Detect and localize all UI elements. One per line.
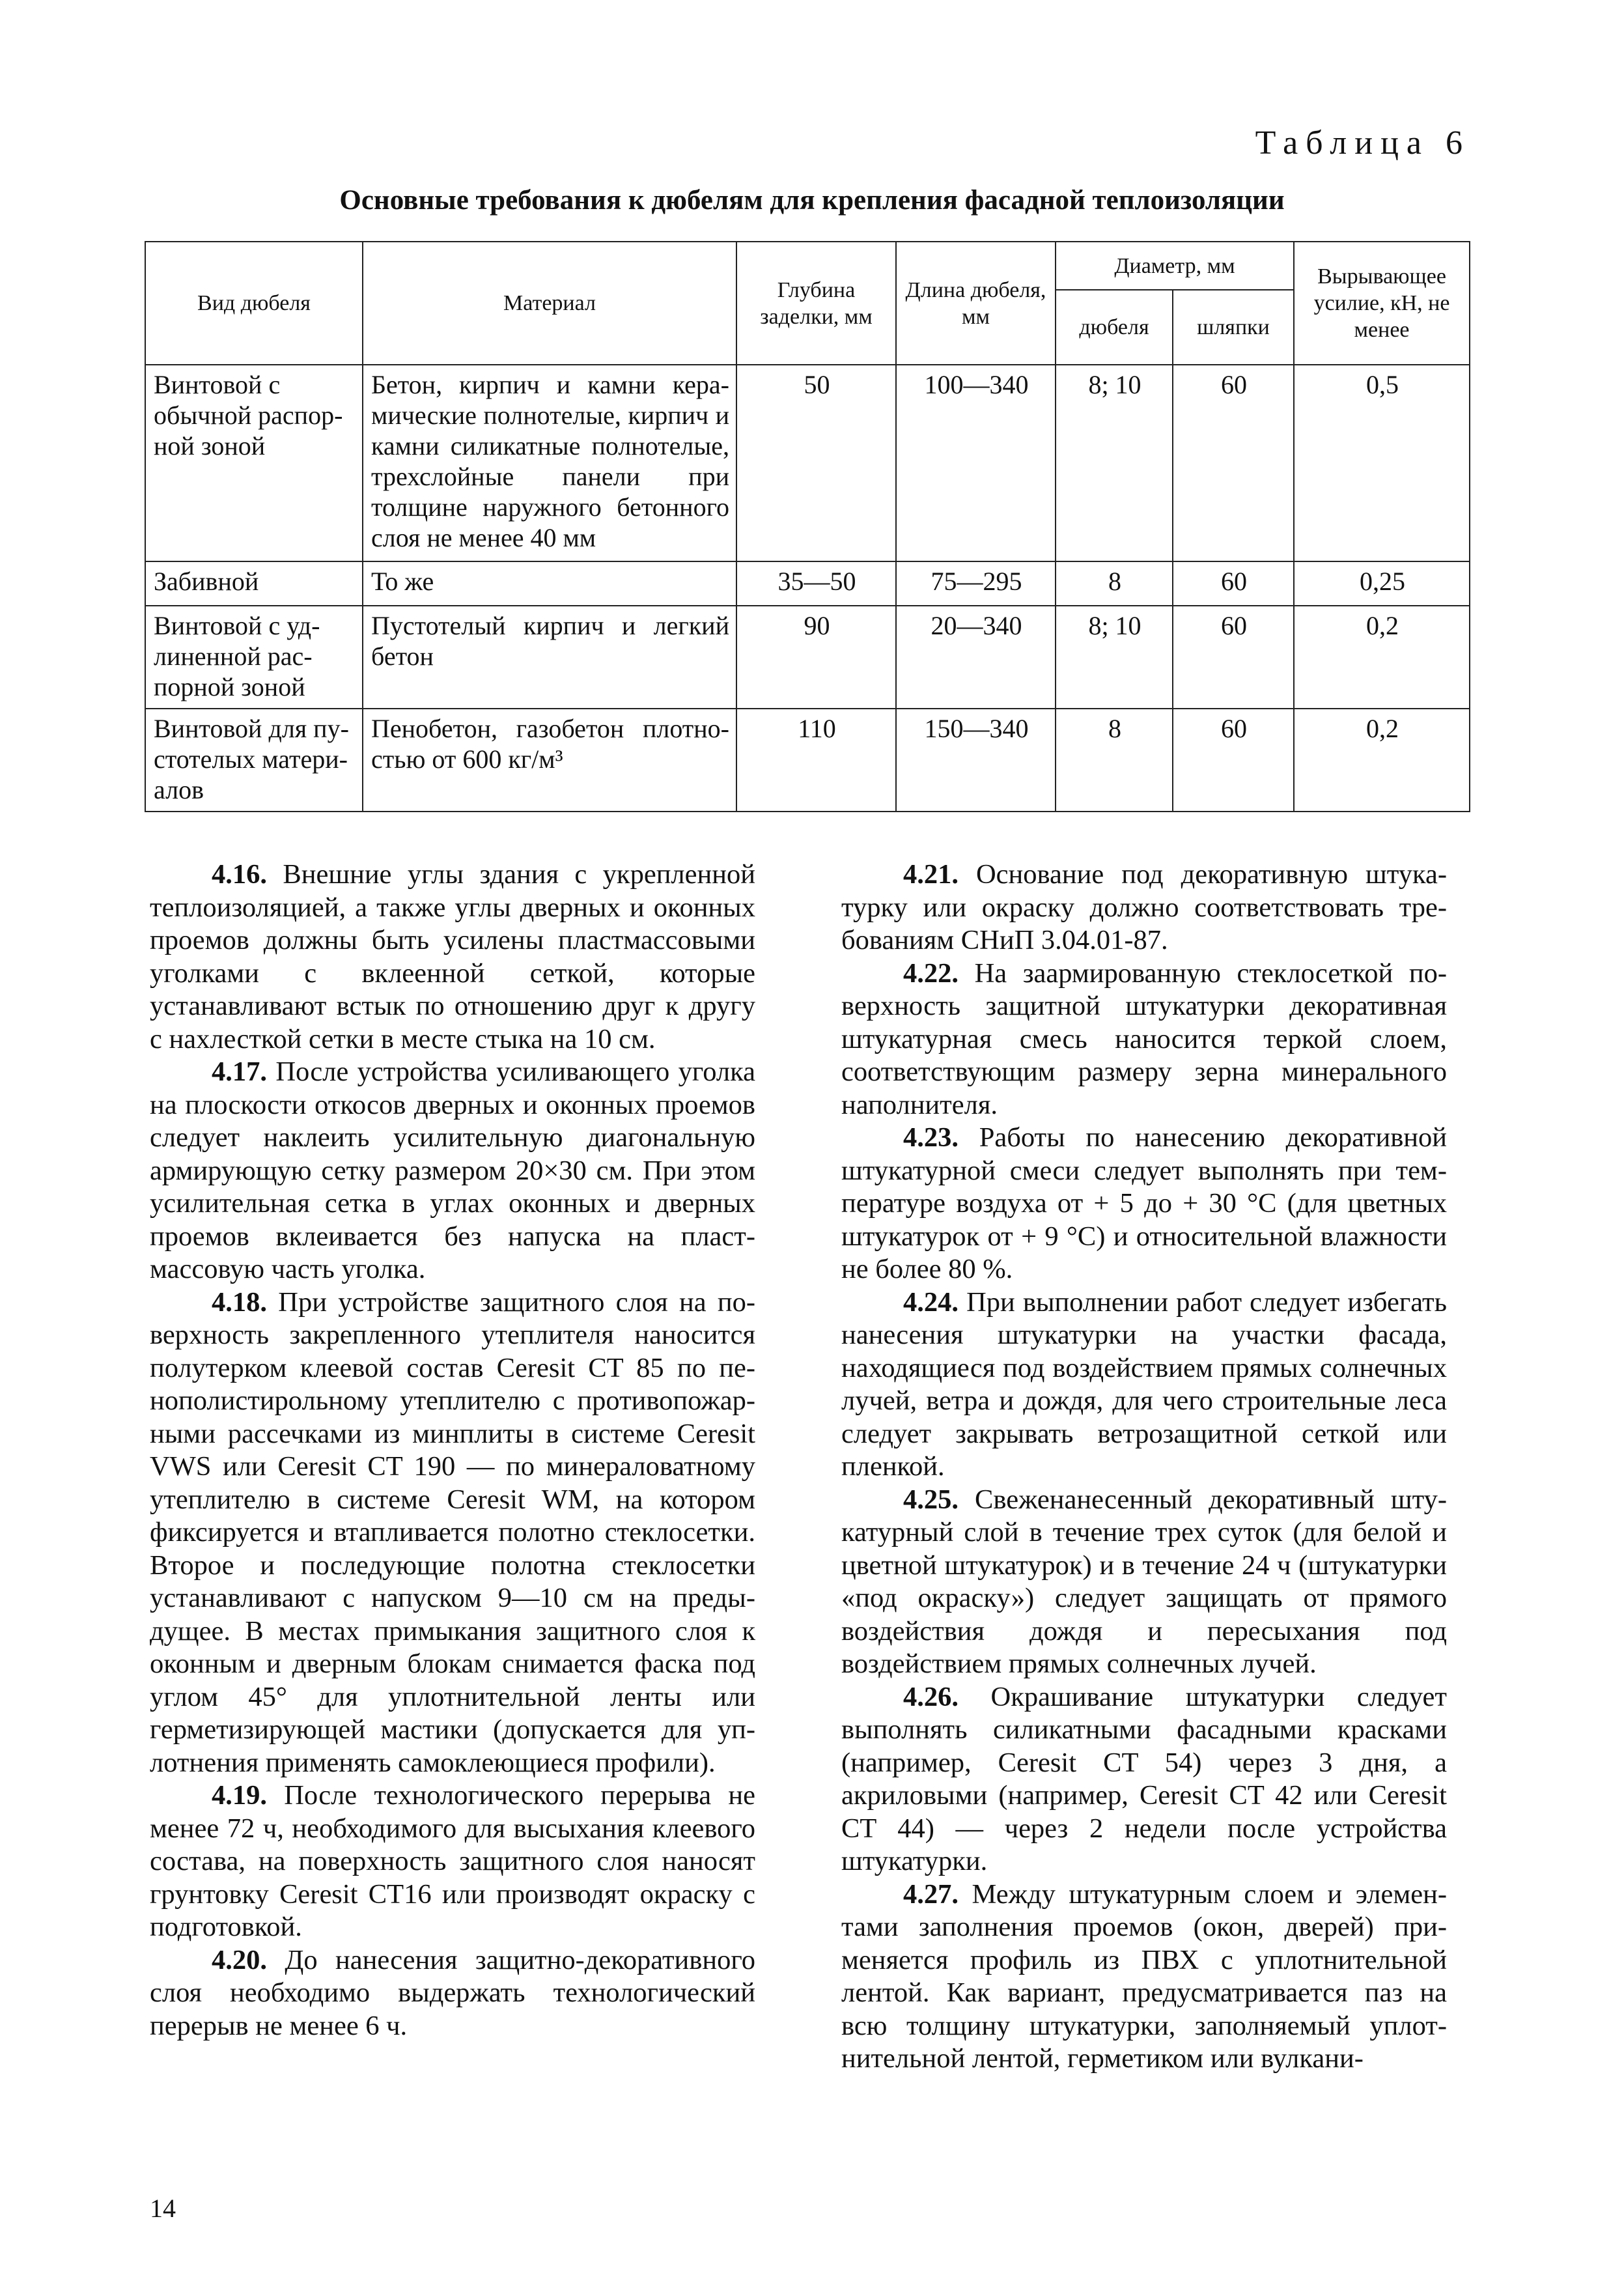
paragraph-4-25 [841, 1484, 1447, 1681]
table-header-row [145, 242, 1470, 290]
paragraph-4-23 [841, 1122, 1447, 1286]
paragraph-number: 4.22. [903, 957, 959, 989]
table-row [145, 365, 1470, 561]
cell-material: Бетон, кирпич и камни керамические полнотелые, кирпич и камни силикатные полнотелые, трехслойные панели при толщине наружного бетонного слоя не менее 40 мм [363, 365, 736, 561]
cell-head-diameter: 60 [1173, 709, 1294, 812]
cell-length: 75—295 [896, 561, 1056, 606]
cell-material: Пустотелый кирпич и легкий бетон [363, 606, 736, 709]
paragraph-number: 4.23. [903, 1122, 959, 1153]
paragraph-4-24 [841, 1286, 1447, 1484]
left-column [150, 858, 755, 2043]
paragraph-number: 4.24. [903, 1286, 959, 1318]
paragraph-text: После технологического перерыва не менее 72 ч, необходимого для высыхания клеевого состава, на поверхность защитного слоя наносят грунтовку Ceresit CT16 или производят окраску с подготовкой. [150, 1780, 755, 1942]
table-row [145, 606, 1470, 709]
table-label: Таблица 6 [1255, 124, 1470, 162]
cell-length: 100—340 [896, 365, 1056, 561]
paragraph-text: Между штукатурным слоем и элементами заполнения проемов (окон, дверей) применяется профиль из ПВХ с уплотнительной лентой. Как вариант, предусматривается паз на всю толщину штукатурки, заполняемый уплотнительной лентой, герметиком или вулкани- [841, 1878, 1447, 2074]
page-number: 14 [150, 2194, 176, 2223]
paragraph-4-22 [841, 957, 1447, 1122]
cell-pullout-force: 0,2 [1294, 709, 1470, 812]
cell-length: 150—340 [896, 709, 1056, 812]
paragraph-number: 4.27. [903, 1878, 959, 1910]
paragraph-number: 4.20. [212, 1944, 267, 1975]
right-column [841, 858, 1447, 2076]
paragraph-text: При устройстве защитного слоя на поверхность закрепленного утеплителя наносится полутерком клеевой состав Ceresit CT 85 по пенополистирольному утеплителю с противопожарными рассечками из минплиты в системе Ceresit VWS или Ceresit CT 190 — по минераловатному утеплителю в системе Ceresit WM, на котором фиксируется и втапливается полотно стеклосетки. Второе и последующие полотна стеклосетки устанавливают с напуском 9—10 см на предыдущее. В местах примыкания защитного слоя к оконным и дверным блокам снимается фаска под углом 45° для уплотнительной ленты или герметизирующей мастики (допускается для уплотнения применять самоклеющиеся профили). [150, 1286, 755, 1778]
table-title: Основные требования к дюбелям для крепления фасадной теплоизоляции [339, 185, 1285, 216]
cell-pullout-force: 0,2 [1294, 606, 1470, 709]
paragraph-text: После устройства усиливающего уголка на плоскости откосов дверных и оконных проемов следует наклеить усилительную диагональную армирующую сетку размером 20×30 см. При этом усилительная сетка в углах оконных и дверных проемов вклеивается без напуска на пластмассовую часть уголка. [150, 1056, 755, 1284]
cell-type: Винтовой с обычной распорной зоной [145, 365, 363, 561]
paragraph-number: 4.25. [903, 1484, 959, 1515]
cell-pullout-force: 0,5 [1294, 365, 1470, 561]
cell-type: Забивной [145, 561, 363, 606]
cell-depth: 50 [736, 365, 896, 561]
paragraph-4-26 [841, 1681, 1447, 1878]
cell-depth: 35—50 [736, 561, 896, 606]
paragraph-4-21 [841, 858, 1447, 957]
paragraph-text: Внешние углы здания с укрепленной теплоизоляцией, а также углы дверных и оконных проемов должны быть усилены пластмассовыми уголками с вклеенной сеткой, которые устанавливают встык по отношению друг к другу с нахлесткой сетки в месте стыка на 10 см. [150, 859, 755, 1054]
header-diameter-head: шляпки [1173, 290, 1294, 365]
cell-dowel-diameter: 8; 10 [1056, 365, 1173, 561]
cell-depth: 110 [736, 709, 896, 812]
cell-head-diameter: 60 [1173, 365, 1294, 561]
paragraph-number: 4.26. [903, 1681, 959, 1712]
paragraph-4-27 [841, 1878, 1447, 2076]
paragraph-text: Основание под декоративную штукатурку или окраску должно соответствовать требованиям СНиП 3.04.01-87. [841, 859, 1447, 955]
cell-head-diameter: 60 [1173, 561, 1294, 606]
cell-depth: 90 [736, 606, 896, 709]
paragraph-number: 4.16. [212, 859, 267, 890]
header-type: Вид дюбеля [145, 242, 363, 365]
cell-dowel-diameter: 8; 10 [1056, 606, 1173, 709]
paragraph-text: До нанесения защитно-декоративного слоя необходимо выдержать технологический перерыв не менее 6 ч. [150, 1944, 755, 2041]
paragraph-number: 4.21. [903, 859, 959, 890]
paragraph-4-20 [150, 1944, 755, 2043]
header-material: Материал [363, 242, 736, 365]
paragraph-4-16 [150, 858, 755, 1056]
paragraph-text: Работы по нанесению декоративной штукатурной смеси следует выполнять при температуре воздуха от + 5 до + 30 °С (для цветных штукатурок от + 9 °С) и относительной влажности не более 80 %. [841, 1122, 1447, 1284]
paragraph-4-17 [150, 1056, 755, 1286]
cell-material: Пенобетон, газобетон плотностью от 600 кг/м³ [363, 709, 736, 812]
cell-pullout-force: 0,25 [1294, 561, 1470, 606]
paragraph-text: Окрашивание штукатурки следует выполнять силикатными фасадными красками (например, Ceresit CT 54) через 3 дня, а акриловыми (например, Ceresit CT 42 или Ceresit CT 44) — через 2 недели после устройства штукатурки. [841, 1681, 1447, 1876]
cell-dowel-diameter: 8 [1056, 709, 1173, 812]
header-diameter: Диаметр, мм [1056, 242, 1294, 290]
paragraph-text: При выполнении работ следует избегать нанесения штукатурки на участки фасада, находящиеся под воздействием прямых солнечных лучей, ветра и дождя, для чего строительные леса следует закрывать ветрозащитной сеткой или пленкой. [841, 1286, 1447, 1482]
cell-dowel-diameter: 8 [1056, 561, 1173, 606]
header-pullout: Вырывающее усилие, кН, не менее [1294, 242, 1470, 365]
dowel-requirements-table [145, 241, 1470, 812]
table-row [145, 709, 1470, 812]
paragraph-4-19 [150, 1779, 755, 1944]
paragraph-4-18 [150, 1286, 755, 1780]
cell-type: Винтовой для пустотелых материалов [145, 709, 363, 812]
paragraph-number: 4.18. [212, 1286, 267, 1318]
paragraph-number: 4.19. [212, 1780, 267, 1811]
cell-length: 20—340 [896, 606, 1056, 709]
header-depth: Глубина заделки, мм [736, 242, 896, 365]
table-row [145, 561, 1470, 606]
header-length: Длина дюбеля, мм [896, 242, 1056, 365]
cell-type: Винтовой с удлиненной распорной зоной [145, 606, 363, 709]
paragraph-text: Свеженанесенный декоративный штукатурный слой в течение трех суток (для белой и цветной штукатурок) и в течение 24 ч (штукатурки «под окраску») следует защищать от прямого воздействия дождя и пересыхания под воздействием прямых солнечных лучей. [841, 1484, 1447, 1679]
cell-material: То же [363, 561, 736, 606]
header-diameter-dowel: дюбеля [1056, 290, 1173, 365]
paragraph-number: 4.17. [212, 1056, 267, 1087]
cell-head-diameter: 60 [1173, 606, 1294, 709]
paragraph-text: На заармированную стеклосеткой поверхность защитной штукатурки декоративная штукатурная смесь наносится теркой слоем, соответствующим размеру зерна минерального наполнителя. [841, 957, 1447, 1120]
